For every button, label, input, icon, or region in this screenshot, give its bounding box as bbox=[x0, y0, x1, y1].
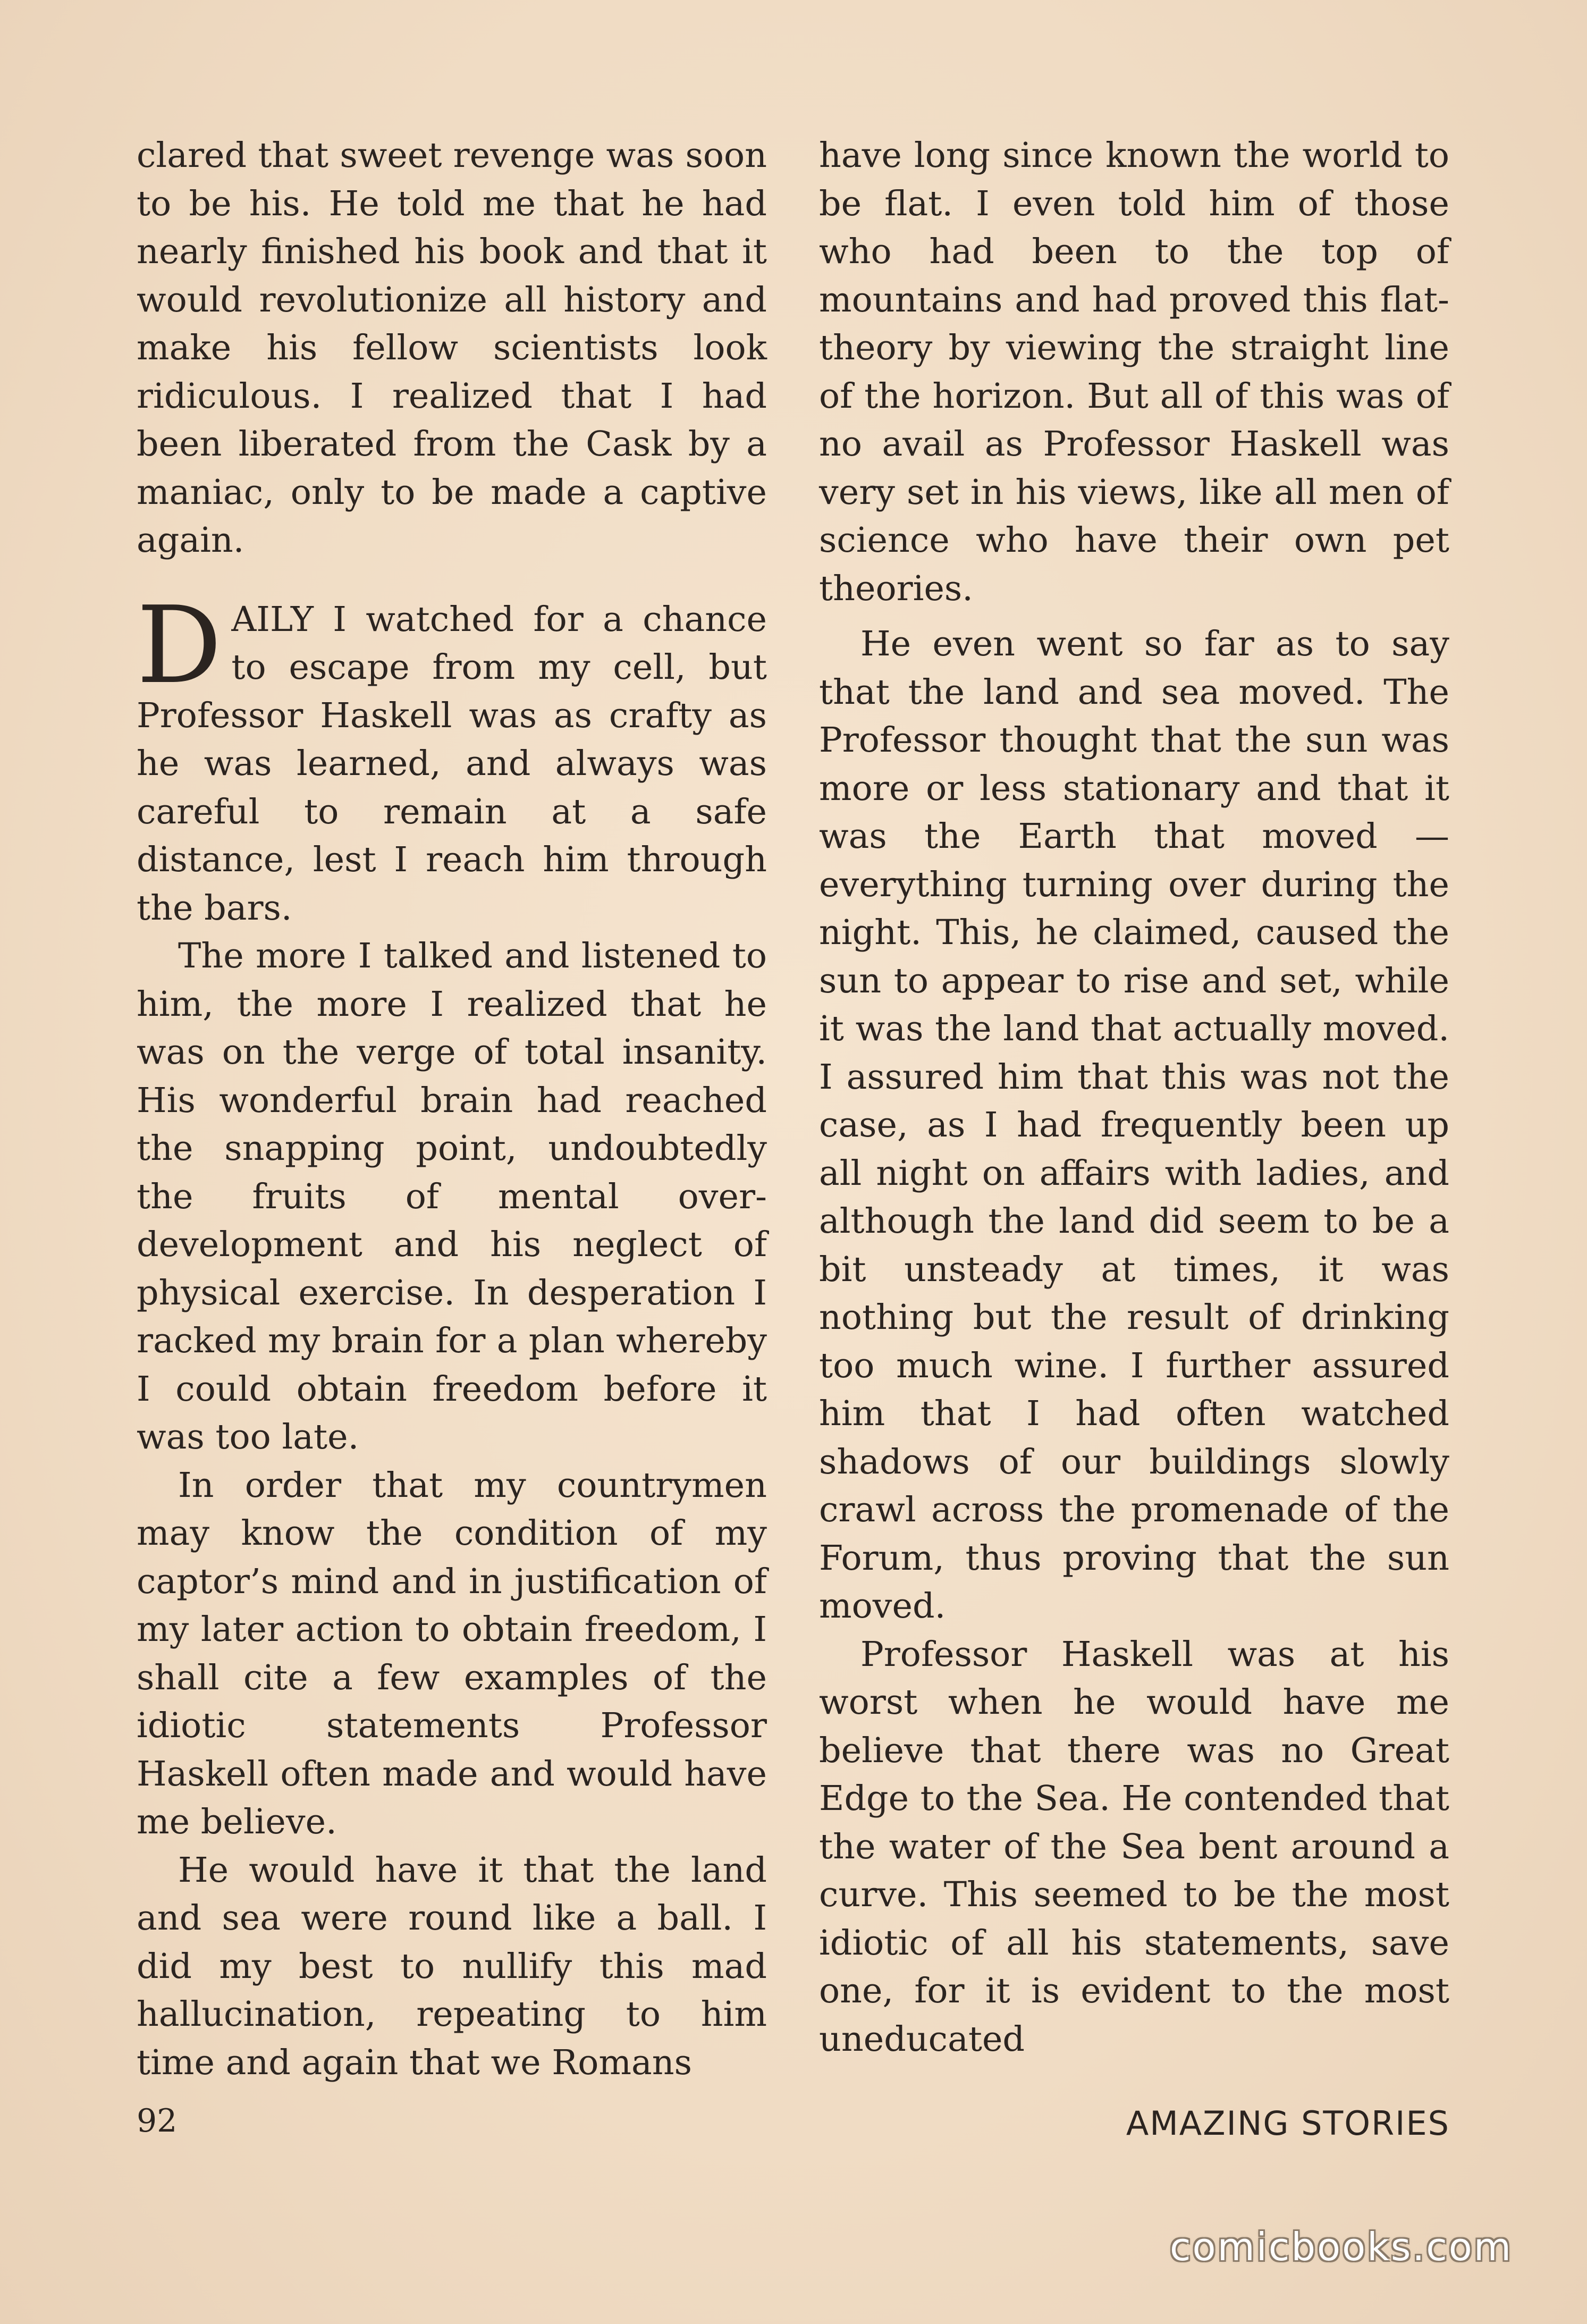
paragraph: In order that my countrymen may know the condition of my captor’s mind and in justification of my later action to obtain freedom, I shall cite a few examples of the idiotic statements Professor Haskell often made and would have me believe. bbox=[137, 1465, 767, 1842]
running-title: AMAZING STORIES bbox=[1126, 2104, 1450, 2143]
text-column-left bbox=[137, 132, 767, 2087]
paragraph-continued: clared that sweet revenge was soon to be his. He told me that he had nearly finished his book and that it would revolutionize all history and make his fellow scientists look ridiculous. I realized that I had been liberated from the Cask by a maniac, only to be made a captive again. bbox=[137, 136, 767, 560]
paragraph: Professor Haskell was at his worst when he would have me believe that there was no Great Edge to the Sea. He contended that the water of the Sea bent around a curve. This seemed to be the most idiotic of all his statements, save one, for it is evident to the most uneducated bbox=[819, 1634, 1449, 2059]
paragraph-text: AILY I watched for a chance to escape from my cell, but Professor Haskell was as crafty as he was learned, and always was careful to remain at a safe distance, lest I reach him through the bars. bbox=[137, 599, 767, 928]
text-column-right bbox=[819, 132, 1449, 2064]
paragraph-dropcap bbox=[137, 583, 767, 933]
paragraph: He would have it that the land and sea were round like a ball. I did my best to nullify this mad hallucination, repeating to him time and again that we Romans bbox=[137, 1850, 767, 2083]
paragraph-continued: have long since known the world to be flat. I even told him of those who had been to the top of mountains and had proved this flat-theory by viewing the straight line of the horizon. But all of this was of no avail as Professor Haskell was very set in his views, like all men of science who have their own pet theories. bbox=[819, 136, 1449, 609]
paragraph: He even went so far as to say that the land and sea moved. The Professor thought that the sun was more or less stationary and that it was the Earth that moved —everything turning over during the night. This, he claimed, caused the sun to appear to rise and set, while it was the land that actually moved. I assured him that this was not the case, as I had frequently been up all night on affairs with ladies, and although the land did seem to be a bit unsteady at times, it was nothing but the result of drinking too much wine. I further assured him that I had often watched shadows of our buildings slowly crawl across the promenade of the Forum, thus proving that the sun moved. bbox=[819, 624, 1449, 1626]
page-number: 92 bbox=[137, 2102, 178, 2140]
watermark: comicbooks.com bbox=[1169, 2225, 1513, 2269]
drop-cap-letter: D bbox=[137, 583, 222, 708]
paragraph: The more I talked and listened to him, the more I realized that he was on the verge of total insanity. His wonderful brain had reached the snapping point, undoubtedly the fruits of mental over-development and his neglect of physical exercise. In desperation I racked my brain for a plan whereby I could obtain freedom before it was too late. bbox=[137, 936, 767, 1457]
